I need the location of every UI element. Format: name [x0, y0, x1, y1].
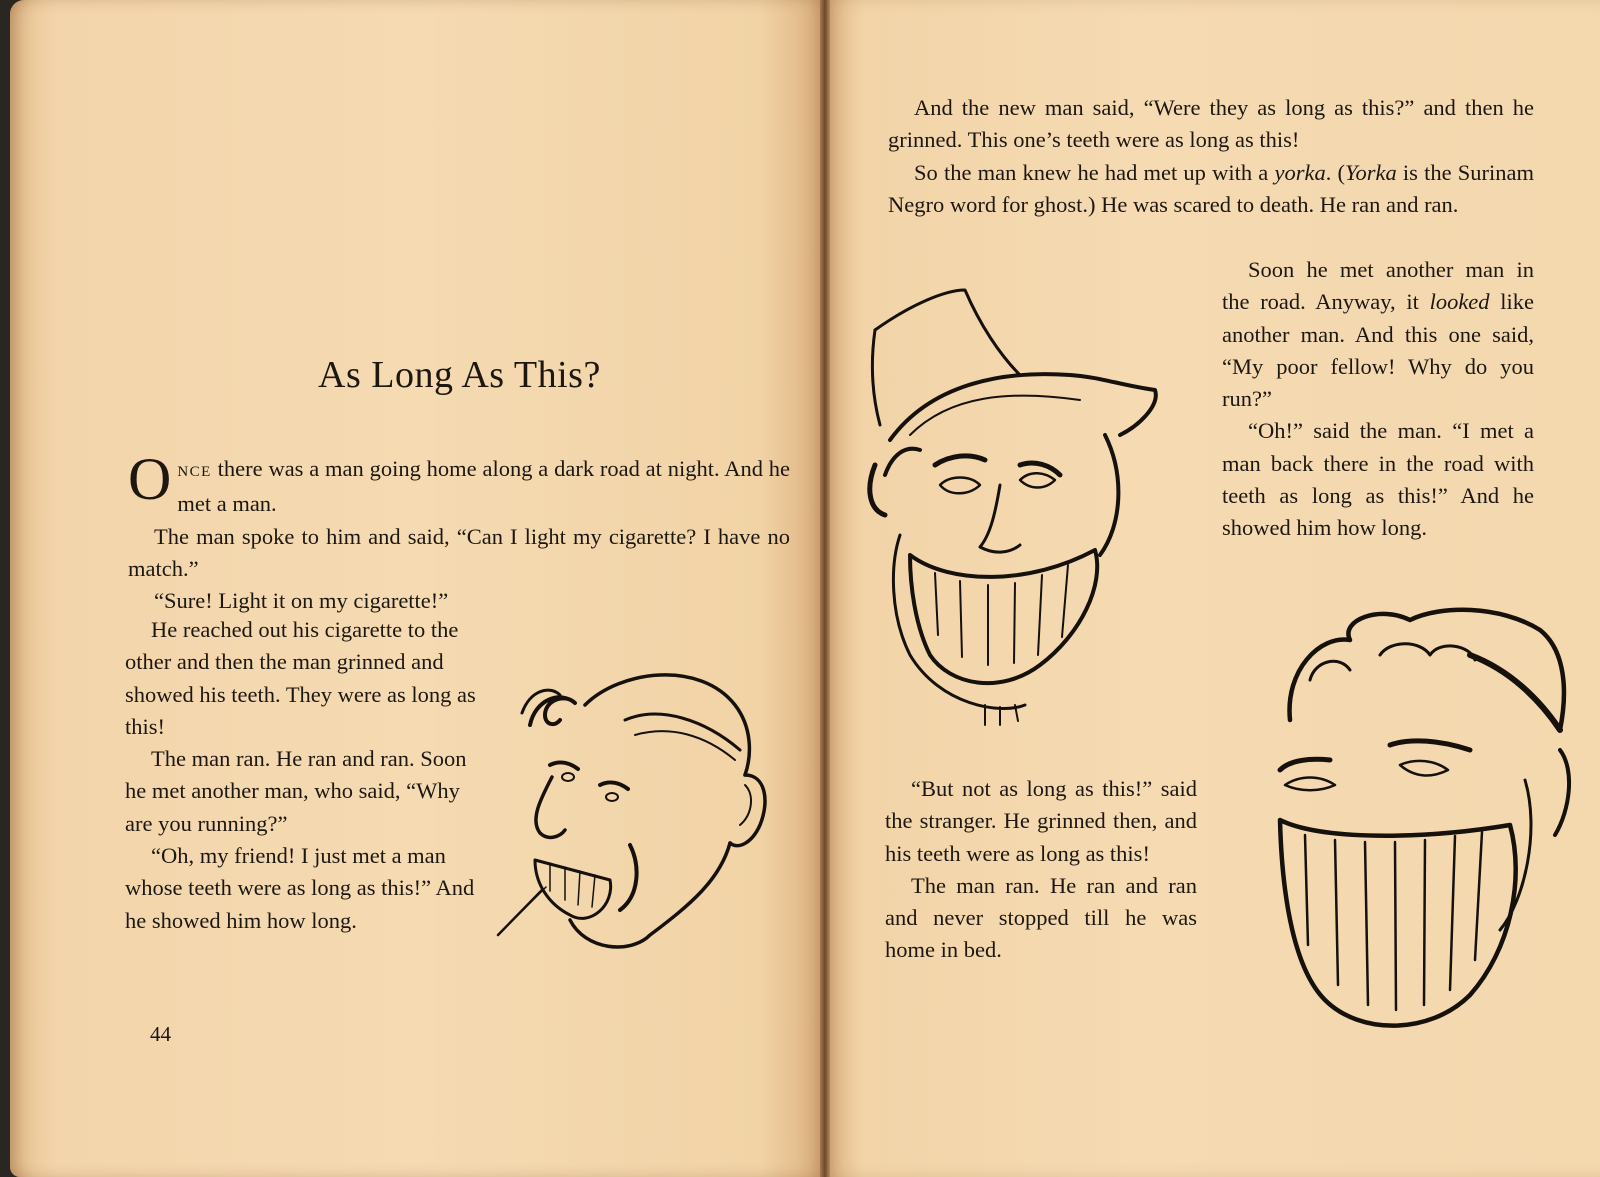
paragraph: And the new man said, “Were they as long as this?” and then he grinned. This one’s teeth were as long as this! [888, 95, 1534, 153]
opening-text: there was a man going home along a dark road at night. And he met a man. [177, 456, 790, 517]
opening-paragraph [128, 446, 790, 521]
side-text-before: Soon he met another man in the road. Anyway, it [1222, 257, 1534, 315]
paragraph: The man ran. He ran and ran and never stopped till he was home in bed. [885, 872, 1197, 963]
yorka-text-mid: . ( [1325, 159, 1345, 185]
yorka-paragraph [888, 157, 1534, 222]
paragraph: “Oh!” said the man. “I met a man back there in the road with teeth as long as this!” And he showed him how long. [1222, 418, 1534, 541]
right-side-block [1222, 254, 1534, 545]
side-text-after: like another man. And this one said, “My poor fellow! Why do you run?” [1222, 289, 1534, 412]
paragraph [1222, 254, 1534, 415]
left-body-narrow [125, 614, 477, 937]
paragraph: “But not as long as this!” said the stranger. He grinned then, and his teeth were as long as this! [885, 776, 1197, 866]
paragraph: The man ran. He ran and ran. Soon he met another man, who said, “Why are you running?” [125, 746, 467, 836]
paragraph: The man spoke to him and said, “Can I light my cigarette? I have no match.” [128, 523, 790, 581]
hat-man-illustration [850, 285, 1170, 735]
yorka-text-after: is the Surinam Negro word for ghost.) He was scared to death. He ran and ran. [888, 159, 1534, 217]
right-body-bottom [885, 773, 1197, 967]
drop-cap: O [128, 446, 172, 512]
yorka-italic-2: Yorka [1345, 159, 1397, 185]
page-number: 44 [150, 1022, 171, 1046]
paragraph: He reached out his cigarette to the other and then the man grinned and showed his teeth. They were as long as this! [125, 617, 476, 739]
yorka-text-before: So the man knew he had met up with a [914, 159, 1275, 185]
opening-smallcaps: NCE [177, 464, 212, 480]
book-gutter [820, 0, 830, 1177]
side-italic: looked [1429, 289, 1490, 315]
curly-man-illustration [1270, 600, 1580, 1060]
yorka-italic: yorka [1274, 159, 1326, 185]
left-body-wide [128, 446, 790, 617]
right-body-top [888, 92, 1534, 221]
story-title: As Long As This? [318, 354, 601, 396]
paragraph: “Sure! Light it on my cigarette!” [154, 588, 449, 614]
bald-man-illustration [490, 665, 800, 965]
paragraph: “Oh, my friend! I just met a man whose teeth were as long as this!” And he showed him how long. [125, 843, 475, 933]
